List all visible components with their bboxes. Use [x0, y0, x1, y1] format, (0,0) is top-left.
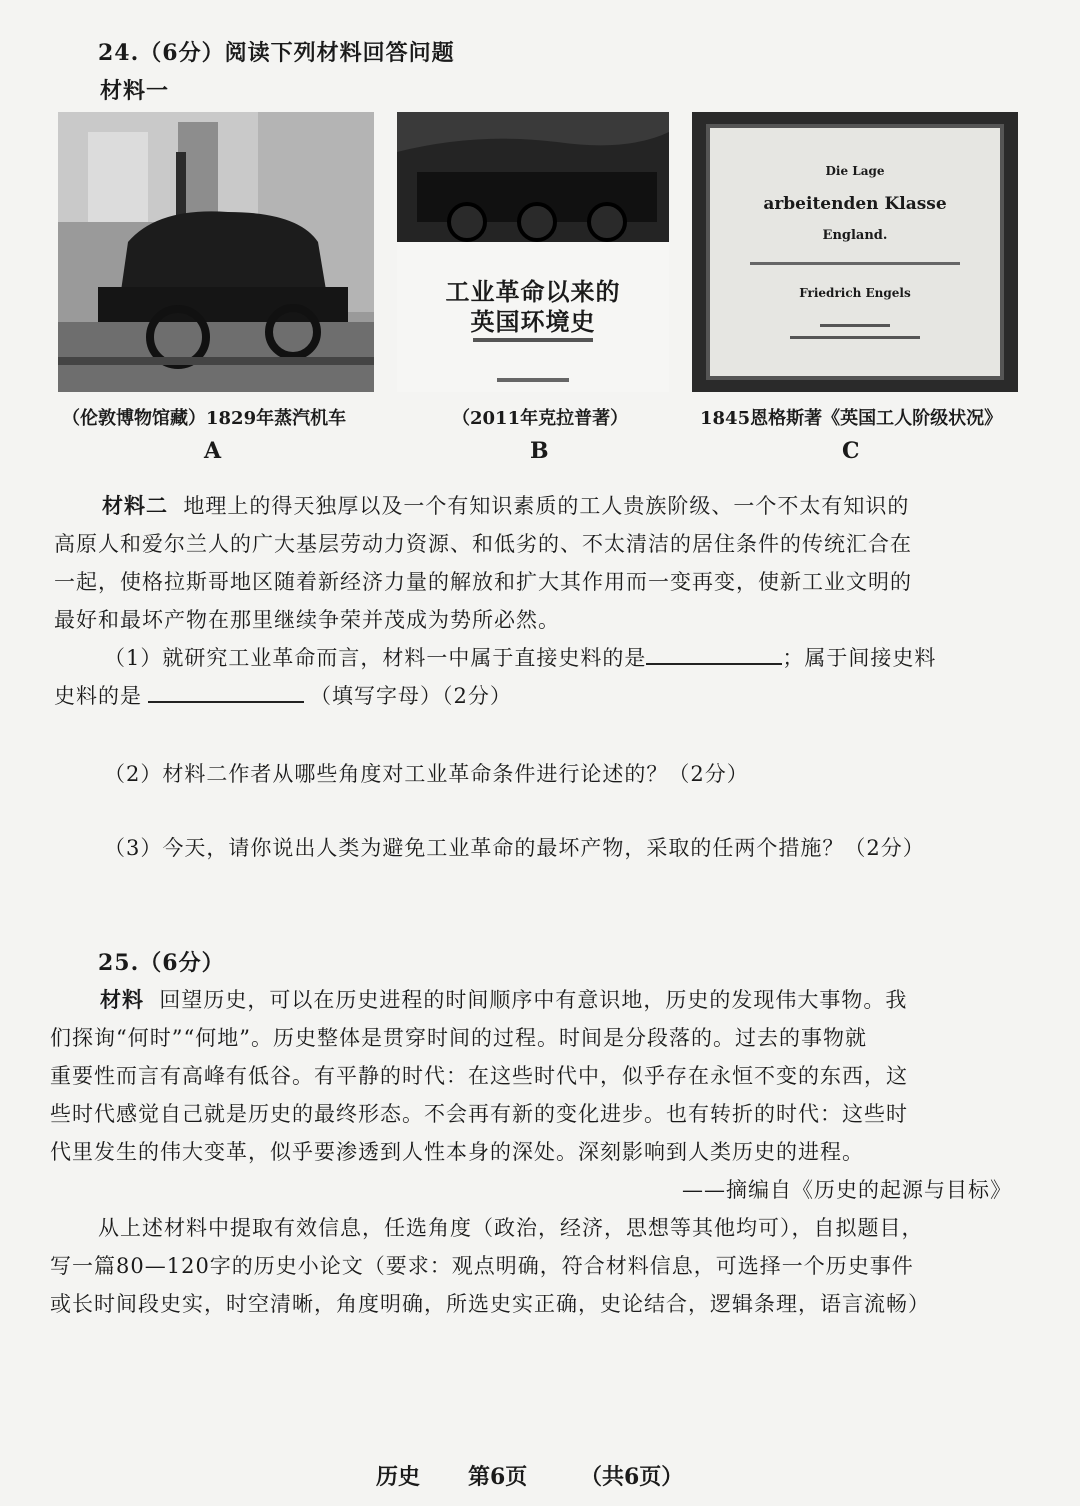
title-page-author: Friedrich Engels [799, 286, 911, 300]
book-cover-locomotive-image [397, 112, 669, 242]
q25-material-text-1: 回望历史，可以在历史进程的时间顺序中有意识地，历史的发现伟大事物。我 [159, 988, 908, 1012]
question-24-title: 24.（6分）阅读下列材料回答问题 [98, 40, 455, 66]
q25-material-line-5: 代里发生的伟大变革，似乎要渗透到人性本身的深处。深刻影响到人类历史的进程。 [50, 1140, 864, 1164]
sub-question-1-text-c: 史料的是 [54, 684, 142, 708]
material-2-line-2: 高原人和爱尔兰人的广大基层劳动力资源、和低劣的、不太清洁的居住条件的传统汇合在 [54, 532, 912, 556]
answer-blank-direct[interactable] [646, 645, 782, 665]
figure-a-letter: A [204, 438, 222, 464]
title-page-main-title: arbeitenden Klasse [763, 194, 947, 214]
material-2-line-1 [102, 490, 909, 520]
sub-question-1-text-b: ；属于间接史料 [782, 646, 937, 670]
title-page-imprint-smudge-1 [820, 324, 890, 327]
answer-blank-indirect[interactable] [148, 683, 304, 703]
footer-total-pages: （共6页） [580, 1464, 684, 1490]
q25-task-line-1: 从上述材料中提取有效信息，任选角度（政治，经济，思想等其他均可），自拟题目， [98, 1216, 924, 1240]
sub-question-2: （2）材料二作者从哪些角度对工业革命条件进行论述的？（2分） [104, 762, 749, 786]
q25-material-line-2: 们探询“何时”“何地”。历史整体是贯穿时间的过程。时间是分段落的。过去的事物就 [50, 1026, 867, 1050]
book-cover-publisher-smudge [497, 378, 569, 382]
q25-source: ——摘编自《历史的起源与目标》 [682, 1178, 1012, 1202]
sub-question-1-text-a: （1）就研究工业革命而言，材料一中属于直接史料的是 [104, 646, 647, 670]
book-cover-title-line-2: 英国环境史 [470, 307, 596, 336]
footer-page-number: 第6页 [468, 1464, 528, 1490]
figure-b-caption: （2011年克拉普著） [452, 408, 629, 429]
q25-material-label: 材料 [100, 987, 144, 1012]
title-page-imprint-smudge-2 [790, 336, 920, 339]
q25-task-line-3: 或长时间段史实，时空清晰，角度明确，所选史实正确，史论结合，逻辑条理，语言流畅） [50, 1292, 930, 1316]
sub-question-1-line-1 [104, 642, 936, 672]
question-25-title: 25.（6分） [98, 950, 225, 976]
material-2-line-3: 一起，使格拉斯哥地区随着新经济力量的解放和扩大其作用而一变再变，使新工业文明的 [54, 570, 912, 594]
figure-a-locomotive-photo [58, 112, 374, 392]
q25-material-line-1 [100, 984, 907, 1014]
title-page-country: England. [822, 228, 888, 243]
figure-b-book-cover [397, 112, 669, 392]
figure-c-letter: C [842, 438, 860, 464]
sub-question-1-line-2 [54, 680, 512, 710]
title-page-inner [706, 124, 1004, 380]
figure-c-title-page [692, 112, 1018, 392]
material-2-line-4: 最好和最坏产物在那里继续争荣并茂成为势所必然。 [54, 608, 560, 632]
title-page-subtitle-smudge [750, 262, 960, 265]
locomotive-photo-image [58, 112, 374, 392]
sub-question-3: （3）今天，请你说出人类为避免工业革命的最坏产物，采取的任两个措施？（2分） [104, 836, 925, 860]
title-page-top-line: Die Lage [825, 164, 885, 178]
figure-c-caption: 1845恩格斯著《英国工人阶级状况》 [700, 408, 1003, 429]
q25-material-line-3: 重要性而言有高峰有低谷。有平静的时代：在这些时代中，似乎存在永恒不变的东西，这 [50, 1064, 908, 1088]
figure-b-letter: B [530, 438, 549, 464]
q25-task-line-2: 写一篇80—120字的历史小论文（要求：观点明确，符合材料信息，可选择一个历史事件 [50, 1254, 914, 1278]
material-2-label: 材料二 [102, 493, 168, 518]
material-2-text-1: 地理上的得天独厚以及一个有知识素质的工人贵族阶级、一个不太有知识的 [183, 494, 910, 518]
sub-question-1-text-d: （填写字母）（2分） [310, 684, 512, 708]
footer-subject: 历史 [376, 1464, 421, 1490]
material-1-label: 材料一 [100, 78, 170, 104]
figure-a-caption: （伦敦博物馆藏）1829年蒸汽机车 [62, 408, 347, 429]
q25-material-line-4: 些时代感觉自己就是历史的最终形态。不会再有新的变化进步。也有转折的时代：这些时 [50, 1102, 908, 1126]
book-cover-title-line-1: 工业革命以来的 [445, 277, 621, 306]
book-cover-subtitle-smudge [473, 338, 593, 342]
